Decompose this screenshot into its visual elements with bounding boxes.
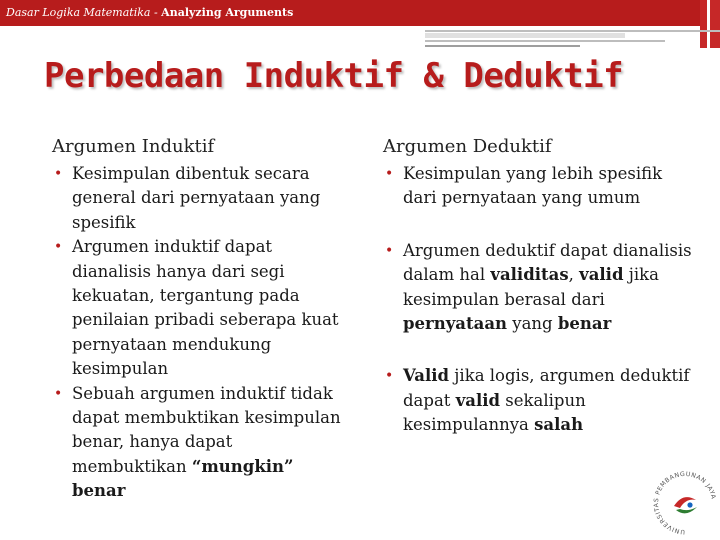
bullet-text-segment: yang <box>507 314 558 334</box>
svg-text:UNIVERSITAS PEMBANGUNAN JAYA <box>653 471 717 535</box>
bullet-text-segment: Argumen induktif dapat dianalisis hanya dari segi kekuatan, tergantung pada penilaian pribadi seberapa kuat pernyataan mendukung kesimpulan <box>72 237 339 379</box>
bullet-dot-icon: • <box>54 385 63 402</box>
bullet-item <box>52 235 352 381</box>
deductive-bullet-list <box>383 162 693 438</box>
bullet-item <box>52 162 352 235</box>
bullet-item <box>383 364 693 437</box>
logo-green-swoosh <box>676 507 697 513</box>
inductive-heading: Argumen Induktif <box>52 136 215 157</box>
bullet-text-segment: “mungkin” benar <box>72 456 294 501</box>
bullet-dot-icon: • <box>54 166 63 182</box>
bullet-text-segment: sekalipun kesimpulannya <box>403 390 586 435</box>
inductive-column <box>52 136 352 504</box>
inductive-bullet-list <box>52 162 352 504</box>
bullet-item <box>383 239 693 337</box>
bullet-text-segment: jika kesimpulan berasal dari <box>403 265 659 309</box>
bullet-text-segment: pernyataan <box>403 314 508 334</box>
slide-title: Perbedaan Induktif & Deduktif <box>44 56 624 96</box>
header-separator: - <box>150 6 162 19</box>
decorative-block <box>425 33 625 38</box>
bullet-dot-icon: • <box>54 239 63 256</box>
bullet-text-segment: benar <box>557 314 612 334</box>
header-course: Dasar Logika Matematika <box>6 6 151 19</box>
decorative-line <box>425 40 665 42</box>
bullet-text-segment: valid <box>579 265 624 285</box>
logo-red-swoosh <box>674 497 696 508</box>
bullet-text-segment: , <box>568 265 580 285</box>
bullet-item <box>383 162 693 211</box>
bullet-dot-icon: • <box>385 368 394 385</box>
decorative-corner-strip <box>700 0 720 48</box>
bullet-text-segment: Kesimpulan dibentuk secara general dari pernyataan yang spesifik <box>72 164 321 232</box>
bullet-dot-icon: • <box>385 242 394 259</box>
decorative-line <box>425 30 720 32</box>
bullet-item <box>52 382 352 504</box>
bullet-text-segment: jika logis, argumen deduktif dapat <box>403 366 690 410</box>
decorative-corner-line <box>707 0 710 48</box>
bullet-text-segment: Valid <box>403 366 450 386</box>
header-topic: Analyzing Arguments <box>161 6 294 19</box>
decorative-line <box>425 45 580 47</box>
bullet-text-segment: salah <box>534 415 584 435</box>
header-label <box>6 6 293 19</box>
logo-blue-dot <box>687 502 692 507</box>
bullet-dot-icon: • <box>385 166 394 182</box>
bullet-text-segment: validitas <box>490 265 569 285</box>
bullet-text-segment: valid <box>455 390 501 410</box>
deductive-heading: Argumen Deduktif <box>383 136 552 157</box>
bullet-text-segment: Kesimpulan yang lebih spesifik dari pernyataan yang umum <box>403 164 663 208</box>
bullet-text-segment: Argumen deduktif dapat dianalisis dalam hal <box>403 240 692 285</box>
header-bar <box>0 0 700 26</box>
deductive-column <box>383 136 693 466</box>
logo-ring-text: UNIVERSITAS PEMBANGUNAN JAYA <box>652 470 717 536</box>
university-logo <box>650 466 720 540</box>
bullet-text-segment: Sebuah argumen induktif tidak dapat membuktikan kesimpulan benar, hanya dapat membuktikan <box>72 383 341 476</box>
